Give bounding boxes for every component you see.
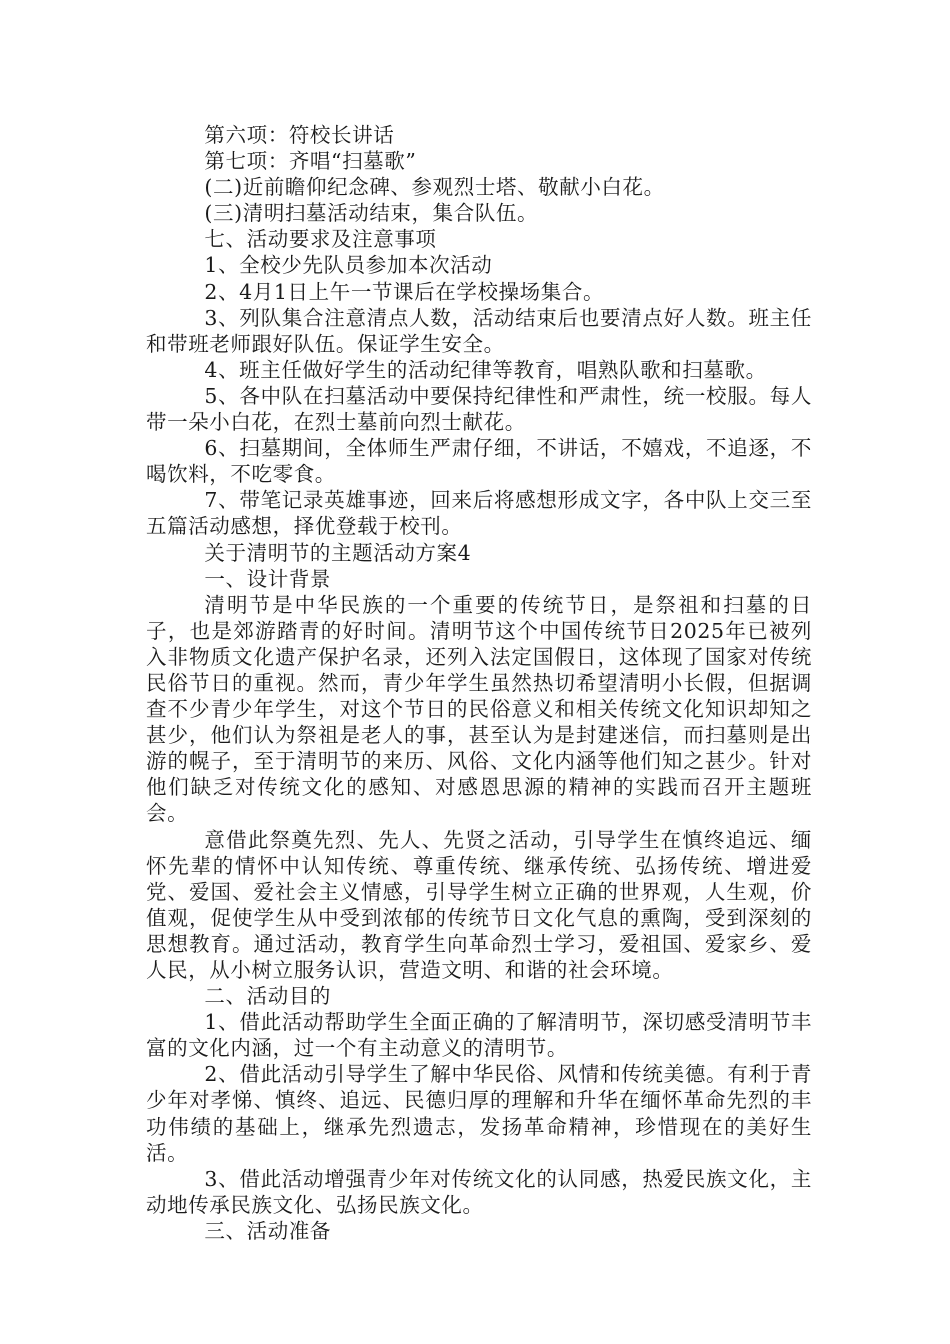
background-paragraph-1: 清明节是中华民族的一个重要的传统节日，是祭祖和扫墓的日子，也是郊游踏青的好时间。清明节这个中国传统节日2025年已被列入非物质文化遗产保护名录，还列入法定国假日，这体现了国家对传统民俗节日的重视。然而，青少年学生虽然热切希望清明小长假，但据调查不少青少年学生，对这个节日的民俗意义和相关传统文化知识却知之甚少，他们认为祭祖是老人的事，甚至认为是封建迷信，而扫墓则是出游的幌子，至于清明节的来历、风俗、文化内涵等他们知之甚少。针对他们缺乏对传统文化的感知、对感恩思源的精神的实践而召开主题班会。 [146,592,812,826]
section-heading-preparation: 三、活动准备 [204,1218,332,1243]
activity-step-3: (三)清明扫墓活动结束，集合队伍。 [204,201,539,226]
purpose-item-2: 2、借此活动引导学生了解中华民俗、风情和传统美德。有利于青少年对孝悌、慎终、追远、民德归厚的理解和升华在缅怀革命先烈的丰功伟绩的基础上，继承先烈遗志，发扬革命精神，珍惜现在的美好生活。 [146,1062,812,1165]
purpose-item-3: 3、借此活动增强青少年对传统文化的认同感，热爱民族文化，主动地传承民族文化、弘扬民族文化。 [146,1166,812,1217]
requirement-item-6: 6、扫墓期间，全体师生严肃仔细，不讲话，不嬉戏，不追逐，不喝饮料，不吃零食。 [146,436,812,487]
section-heading-background: 一、设计背景 [204,566,332,591]
requirement-item-4: 4、班主任做好学生的活动纪律等教育，唱熟队歌和扫墓歌。 [204,357,767,382]
document-page [146,122,812,1244]
section-heading-requirements: 七、活动要求及注意事项 [204,227,437,252]
activity-step-2: (二)近前瞻仰纪念碑、参观烈士塔、敬献小白花。 [204,175,665,200]
requirement-item-2: 2、4月1日上午一节课后在学校操场集合。 [204,279,605,304]
section-heading-purpose: 二、活动目的 [204,984,332,1009]
requirement-item-3: 3、列队集合注意清点人数，活动结束后也要清点好人数。班主任和带班老师跟好队伍。保证学生安全。 [146,305,812,356]
requirement-item-7: 7、带笔记录英雄事迹，回来后将感想形成文字，各中队上交三至五篇活动感想，择优登载于校刊。 [146,488,812,539]
background-paragraph-2: 意借此祭奠先烈、先人、先贤之活动，引导学生在慎终追远、缅怀先辈的情怀中认知传统、尊重传统、继承传统、弘扬传统、增进爱党、爱国、爱社会主义情感，引导学生树立正确的世界观，人生观，价值观，促使学生从中受到浓郁的传统节日文化气息的熏陶，受到深刻的思想教育。通过活动，教育学生向革命烈士学习，爱祖国、爱家乡、爱人民，从小树立服务认识，营造文明、和谐的社会环境。 [146,827,812,982]
program-item-6: 第六项：符校长讲话 [204,123,395,147]
purpose-item-1: 1、借此活动帮助学生全面正确的了解清明节，深切感受清明节丰富的文化内涵，过一个有主动意义的清明节。 [146,1010,812,1061]
plan-title: 关于清明节的主题活动方案4 [204,540,472,565]
program-item-7: 第七项：齐唱“扫墓歌” [204,149,417,174]
requirement-item-5: 5、各中队在扫墓活动中要保持纪律性和严肃性，统一校服。每人带一朵小白花，在烈士墓前向烈士献花。 [146,383,812,435]
requirement-item-1: 1、全校少先队员参加本次活动 [204,253,493,278]
